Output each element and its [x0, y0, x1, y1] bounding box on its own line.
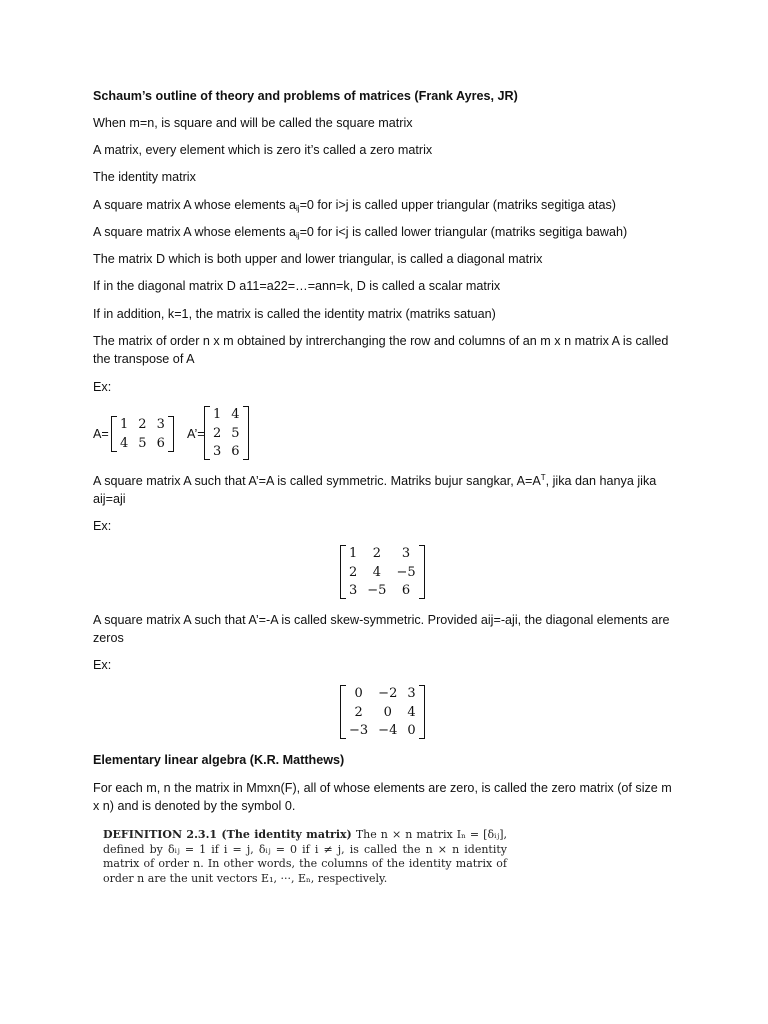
matrix-cell: 2	[138, 417, 147, 432]
matrix-cell: 2	[349, 564, 358, 580]
para-upper-triangular: A square matrix A whose elements $a_{ij}=0$ for i>j is called upper triangular (matriks segitiga atas)	[93, 198, 616, 213]
matrix-cell: 1	[213, 407, 222, 422]
matrix-cell: 2	[213, 425, 222, 441]
para-identity-matrix: The identity matrix	[93, 170, 196, 184]
matrix-cells	[346, 685, 419, 739]
matrix-cell: 1	[349, 546, 358, 561]
matrix-cell: −2	[378, 686, 398, 701]
matrix-cell: 3	[401, 546, 411, 561]
matrix-symmetric	[340, 545, 425, 599]
matrix-a-transpose	[204, 406, 249, 460]
para-lower-triangular: A square matrix A whose elements $a_{ij}=0$ for i<j is called lower triangular (matriks segitiga bawah)	[93, 225, 628, 240]
matrix-cell: 1	[120, 417, 129, 432]
definition-body: The n × n matrix Iₙ = [δᵢⱼ], defined by δᵢⱼ = 1 if i = j, δᵢⱼ = 0 if i ≠ j, is called the n × n identity matrix of order n. In other words, the columns of the identity matrix of order n are the unit vectors E₁, ···, Eₙ, respectively.	[103, 828, 508, 885]
matrix-cell: 6	[156, 436, 165, 451]
matrix-cell: 4	[407, 704, 416, 720]
matrix-cell: 0	[407, 723, 416, 738]
matrix-a-label: A=	[93, 427, 109, 441]
matrix-cell: 0	[354, 686, 363, 701]
matrix-a-transpose-label: A’=	[187, 427, 205, 441]
definition-excerpt	[103, 828, 507, 886]
right-bracket	[243, 406, 249, 460]
matrix-cell: 0	[383, 704, 392, 720]
heading-schaum: Schaum’s outline of theory and problems of matrices (Frank Ayres, JR)	[93, 89, 518, 103]
label-ex-3: Ex:	[93, 658, 112, 672]
para-scalar-matrix: If in the diagonal matrix D a11=a22=…=ann=k, D is called a scalar matrix	[93, 279, 501, 293]
para-zero-matrix: A matrix, every element which is zero it’s called a zero matrix	[93, 143, 433, 157]
matrix-cell: −4	[378, 723, 398, 738]
label-ex-1: Ex:	[93, 380, 112, 394]
matrix-cell: 5	[138, 436, 147, 451]
heading-matthews: Elementary linear algebra (K.R. Matthews)	[93, 753, 345, 767]
para-identity-k1: If in addition, k=1, the matrix is called the identity matrix (matriks satuan)	[93, 307, 496, 321]
matrix-cell: 2	[372, 546, 381, 561]
matrix-cell: −5	[367, 583, 387, 598]
matrix-cells	[210, 406, 243, 460]
matrix-cell: −3	[349, 723, 369, 738]
matrix-cell: 2	[354, 704, 363, 720]
right-bracket	[419, 685, 425, 739]
right-bracket	[419, 545, 425, 599]
para-symmetric: A square matrix A such that A’=A is called symmetric. Matriks bujur sangkar, $A=A^T$, jika dan hanya jika aij=aji	[93, 473, 657, 506]
matrix-cell: 6	[401, 583, 411, 598]
para-zero-matrix-def: For each m, n the matrix in Mmxn(F), all of whose elements are zero, is called the zero matrix (of size m x n) and is denoted by the symbol 0.	[93, 781, 672, 813]
para-transpose: The matrix of order n x m obtained by intrerchanging the row and columns of an m x n matrix A is called the transpose of A	[93, 334, 669, 366]
matrix-a	[111, 416, 174, 452]
matrix-cell: 4	[120, 436, 129, 451]
matrix-cell: 5	[231, 425, 240, 441]
matrix-cell: −5	[396, 564, 416, 580]
matrix-cells	[117, 416, 168, 452]
right-bracket	[168, 416, 174, 452]
definition-heading: DEFINITION 2.3.1 (The identity matrix)	[103, 828, 352, 841]
matrix-cell: 3	[213, 444, 222, 459]
para-skew-symmetric: A square matrix A such that A’=-A is called skew-symmetric. Provided aij=-aji, the diagonal elements are zeros	[93, 613, 670, 645]
para-diagonal-matrix: The matrix D which is both upper and lower triangular, is called a diagonal matrix	[93, 252, 543, 266]
matrix-cells	[346, 545, 419, 599]
matrix-cell: 4	[372, 564, 381, 580]
matrix-cell: 3	[349, 583, 358, 598]
matrix-cell: 3	[156, 417, 165, 432]
matrix-cell: 6	[231, 444, 240, 459]
matrix-skew-symmetric	[340, 685, 425, 739]
matrix-cell: 3	[407, 686, 416, 701]
label-ex-2: Ex:	[93, 519, 112, 533]
matrix-cell: 4	[231, 407, 240, 422]
para-square-matrix: When m=n, is square and will be called the square matrix	[93, 116, 413, 130]
